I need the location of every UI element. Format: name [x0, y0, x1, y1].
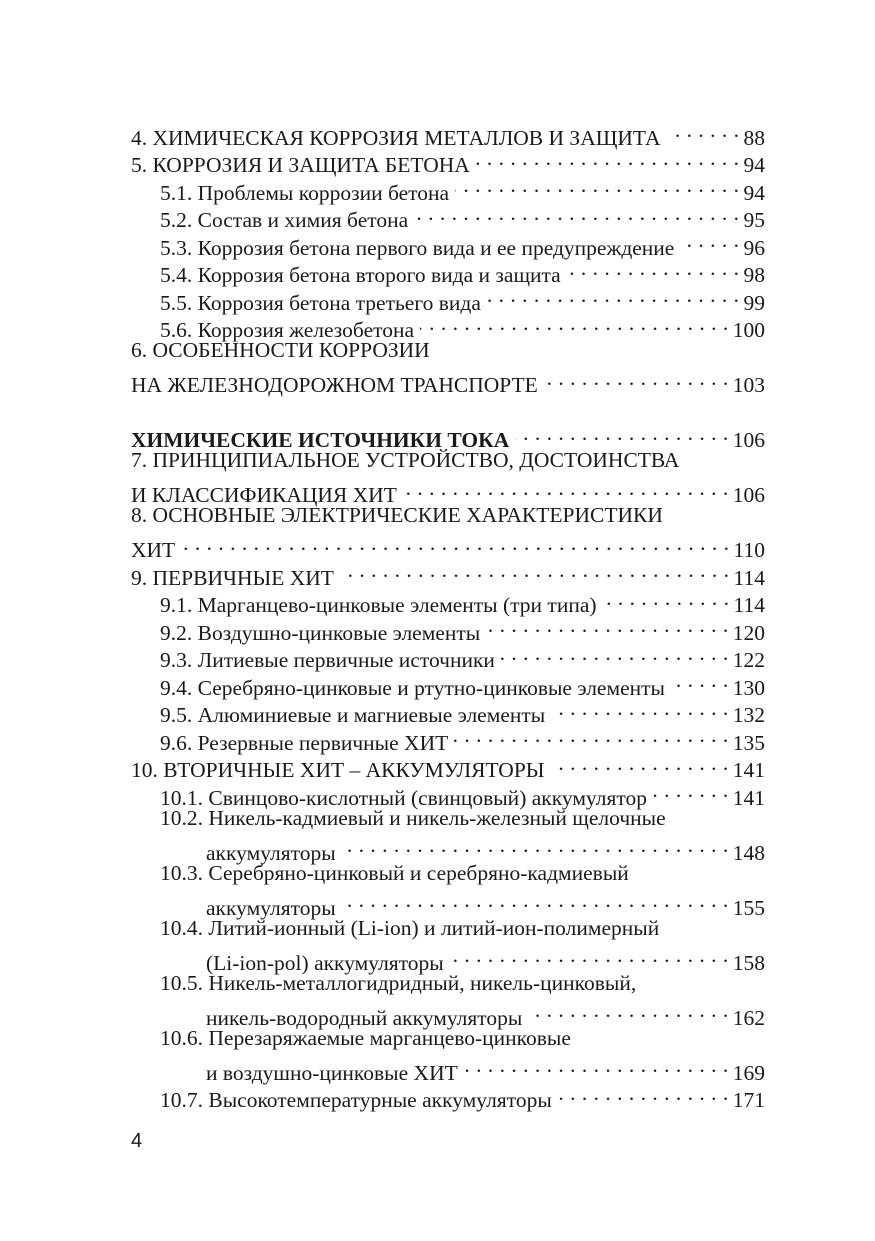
toc-entry-page: 141	[732, 785, 765, 810]
toc-entry-title: ХИМИЧЕСКИЕ ИСТОЧНИКИ ТОКА	[131, 428, 510, 452]
toc-entry	[131, 530, 765, 562]
toc-entry	[131, 337, 765, 365]
toc-entry	[131, 365, 765, 397]
toc-entry-title: ХИТ	[131, 538, 176, 562]
toc-dot-leader	[528, 997, 728, 1025]
toc-entry-page: 135	[732, 730, 765, 755]
toc-dot-leader	[603, 585, 730, 613]
toc-dot-leader	[342, 832, 729, 860]
toc-entry-page: 94	[743, 180, 765, 205]
toc-entry-title: 8. ОСНОВНЫЕ ЭЛЕКТРИЧЕСКИЕ ХАРАКТЕРИСТИКИ	[131, 503, 663, 527]
toc-entry-title: 9.1. Марганцево-цинковые элементы (три типа)	[160, 593, 597, 617]
toc-entry	[131, 502, 765, 530]
toc-entry-title: 10.2. Никель-кадмиевый и никель-железный щелочные	[160, 805, 666, 830]
toc-entry-page: 100	[732, 318, 765, 342]
toc-dot-leader	[181, 530, 729, 558]
toc-entry-page: 95	[743, 208, 765, 232]
toc-entry-title: (Li-ion-pol) аккумуляторы	[206, 950, 444, 975]
toc-entry-page: 106	[732, 428, 765, 452]
toc-entry	[131, 447, 765, 475]
toc-entry-title: 5.2. Состав и химия бетона	[160, 208, 409, 232]
toc-entry-title: 10.3. Серебряно-цинковый и серебряно-кадмиевый	[160, 860, 629, 885]
toc-entry	[131, 942, 765, 975]
toc-dot-leader	[515, 420, 729, 448]
toc-entry-page: 141	[732, 758, 765, 782]
toc-entry-title: аккумуляторы	[206, 840, 336, 865]
toc-entry-title: 7. ПРИНЦИПИАЛЬНОЕ УСТРОЙСТВО, ДОСТОИНСТВА	[131, 448, 680, 472]
toc-entry-title: И КЛАССИФИКАЦИЯ ХИТ	[131, 483, 397, 507]
toc-entry-title: 4. ХИМИЧЕСКАЯ КОРРОЗИЯ МЕТАЛЛОВ И ЗАЩИТА	[131, 125, 661, 150]
toc-entry-page: 158	[732, 950, 765, 975]
toc-dot-leader	[653, 777, 729, 805]
toc-dot-leader	[454, 722, 729, 750]
toc-entry-title: НА ЖЕЛЕЗНОДОРОЖНОМ ТРАНСПОРТЕ	[131, 373, 538, 397]
toc-entry-title: 5.4. Коррозия бетона второго вида и защита	[160, 263, 561, 287]
toc-dot-leader	[403, 475, 729, 503]
toc-dot-leader	[671, 667, 729, 695]
toc-entry-page: 169	[732, 1060, 765, 1085]
toc-part-heading	[131, 420, 765, 452]
toc-entry-title: 9.3. Литиевые первичные источники	[160, 648, 495, 672]
toc-dot-leader	[464, 1052, 729, 1080]
toc-entry-page: 120	[732, 620, 765, 645]
toc-dot-leader	[486, 612, 729, 640]
toc-entry-title: и воздушно-цинковые ХИТ	[206, 1060, 458, 1085]
toc-dot-leader	[667, 117, 740, 145]
toc-entry-page: 106	[732, 483, 765, 507]
toc-entry	[131, 1025, 765, 1053]
toc-entry-title: 5.1. Проблемы коррозии бетона	[160, 180, 450, 205]
toc-entry-page: 98	[743, 263, 765, 287]
toc-entry-title: 5. КОРРОЗИЯ И ЗАЩИТА БЕТОНА	[131, 153, 470, 177]
toc-entry	[131, 557, 765, 590]
toc-dot-leader	[551, 750, 729, 778]
toc-entry-page: 122	[732, 648, 765, 672]
toc-dot-leader	[558, 1080, 729, 1108]
toc-entry-title: 9.5. Алюминиевые и магниевые элементы	[160, 703, 546, 727]
toc-entry-title: 5.5. Коррозия бетона третьего вида	[160, 290, 481, 315]
toc-entry	[131, 915, 765, 943]
toc-entry-page: 114	[733, 593, 765, 617]
toc-entry	[131, 475, 765, 507]
toc-entry-title: 10. ВТОРИЧНЫЕ ХИТ – АККУМУЛЯТОРЫ	[131, 758, 545, 782]
toc-entry	[131, 832, 765, 865]
toc-dot-leader	[544, 365, 729, 393]
toc-entry-title: 10.4. Литий-ионный (Li-ion) и литий-ион-полимерный	[160, 915, 660, 940]
toc-entry-title: 9.6. Резервные первичные ХИТ	[160, 730, 449, 755]
toc-entry-title: 5.6. Коррозия железобетона	[160, 318, 415, 342]
toc-entry-title: 10.6. Перезаряжаемые марганцево-цинковые	[160, 1025, 571, 1050]
toc-entry-title: 9.2. Воздушно-цинковые элементы	[160, 620, 481, 645]
toc-entry-page: 132	[732, 703, 765, 727]
toc-dot-leader	[567, 255, 740, 283]
toc-dot-leader	[501, 640, 729, 668]
page-number: 4	[131, 1130, 143, 1152]
toc-entry	[131, 970, 765, 998]
toc-dot-leader	[450, 942, 729, 970]
toc-entry-page: 96	[743, 235, 765, 260]
toc-entry-title: 5.3. Коррозия бетона первого вида и ее предупреждение	[160, 235, 675, 260]
toc-entry-page: 155	[732, 895, 765, 920]
toc-entry-page: 99	[743, 290, 765, 315]
toc-entry-page: 114	[733, 565, 765, 590]
toc-entry-title: 9. ПЕРВИЧНЫЕ ХИТ	[131, 565, 334, 590]
toc-entry	[131, 805, 765, 833]
toc-dot-leader	[680, 227, 739, 255]
toc-entry-title: аккумуляторы	[206, 895, 336, 920]
toc-entry-page: 88	[743, 125, 765, 150]
toc-entry	[131, 1052, 765, 1085]
toc-dot-leader	[455, 172, 739, 200]
toc-dot-leader	[487, 282, 740, 310]
toc-dot-leader	[420, 310, 729, 338]
toc-entry-title: никель-водородный аккумуляторы	[206, 1005, 523, 1030]
toc-dot-leader	[414, 200, 739, 228]
toc-entry	[131, 997, 765, 1030]
toc-entry	[131, 117, 765, 150]
toc-entry-page: 148	[732, 840, 765, 865]
toc-entry-title: 9.4. Серебряно-цинковые и ртутно-цинковые элементы	[160, 675, 665, 700]
toc-entry-title: 10.7. Высокотемпературные аккумуляторы	[160, 1088, 552, 1112]
toc-entry-page: 130	[732, 675, 765, 700]
toc-dot-leader	[476, 145, 740, 173]
toc-entry	[131, 887, 765, 920]
toc-entry-page: 94	[743, 153, 765, 177]
toc-entry-page: 103	[732, 373, 765, 397]
toc-dot-leader	[342, 887, 729, 915]
toc-entry-title: 6. ОСОБЕННОСТИ КОРРОЗИИ	[131, 338, 430, 362]
toc-entry-page: 171	[732, 1088, 765, 1112]
table-of-contents	[131, 117, 765, 1112]
toc-dot-leader	[551, 695, 729, 723]
toc-dot-leader	[340, 557, 730, 585]
toc-entry-title: 10.5. Никель-металлогидридный, никель-цинковый,	[160, 970, 637, 995]
toc-entry	[131, 860, 765, 888]
toc-entry-page: 162	[732, 1005, 765, 1030]
toc-entry-title: 10.1. Свинцово-кислотный (свинцовый) аккумулятор	[160, 785, 647, 810]
toc-entry-page: 110	[733, 538, 765, 562]
